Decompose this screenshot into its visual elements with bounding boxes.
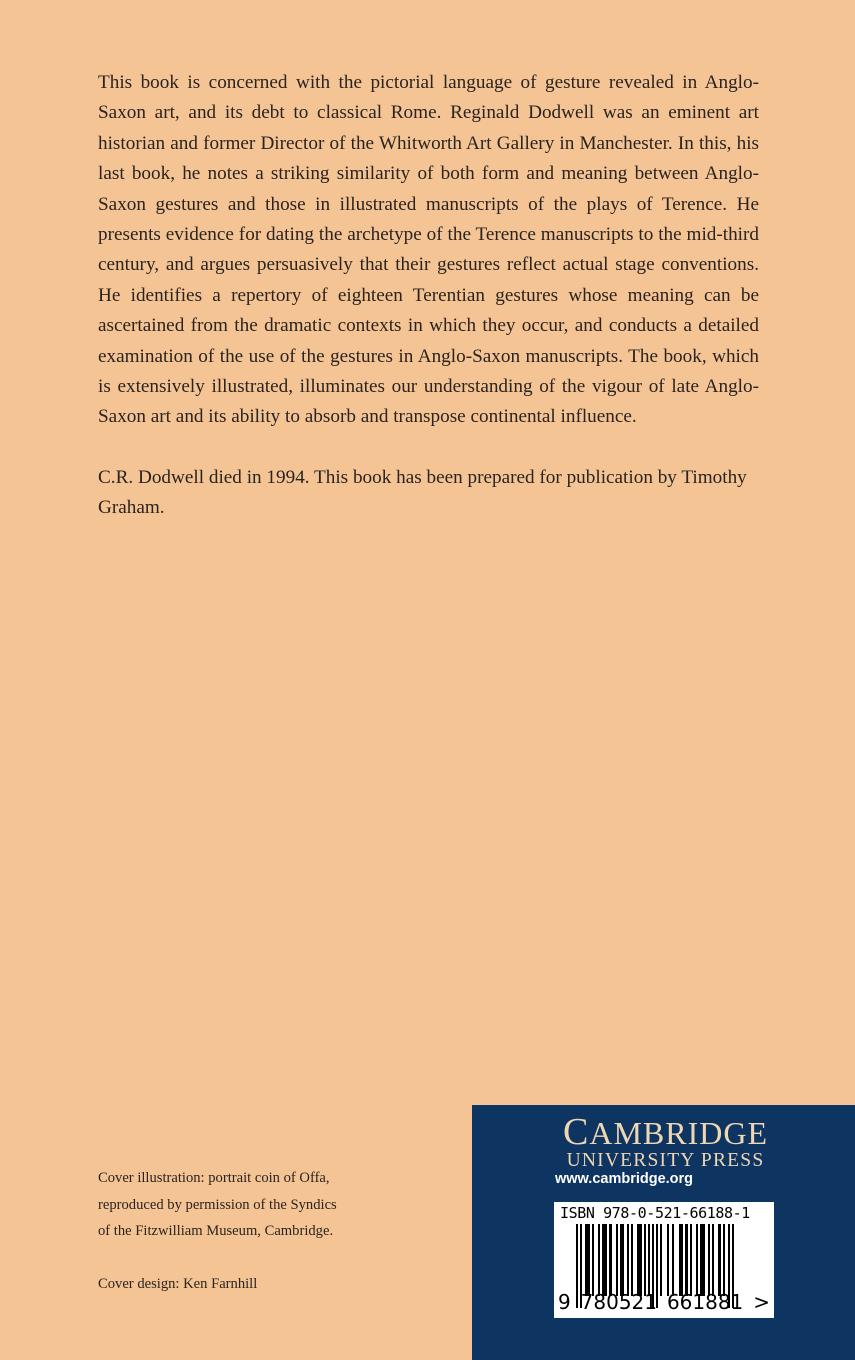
publisher-subtitle: UNIVERSITY PRESS (566, 1150, 765, 1171)
publisher-panel (472, 1105, 855, 1360)
publisher-logo (553, 1111, 778, 1172)
publisher-name: CAMBRIDGE (562, 1111, 769, 1153)
cover-credits (98, 1165, 338, 1297)
author-note-paragraph: C.R. Dodwell died in 1994. This book has been prepared for publication by Timothy Graham. (98, 466, 747, 519)
cover-illustration-credit: Cover illustration: portrait coin of Offa, reproduced by permission of the Syndics of the Fitzwilliam Museum, Cambridge. (98, 1170, 337, 1239)
isbn-barcode (554, 1202, 774, 1318)
cover-design-credit: Cover design: Ken Farnhill (98, 1275, 258, 1292)
publisher-website: www.cambridge.org (555, 1171, 694, 1187)
barcode-digits: 9 780521 661881 > (558, 1290, 770, 1314)
description-paragraph: This book is concerned with the pictorial language of gesture revealed in Anglo-Saxon art, and its debt to classical Rome. Reginald Dodwell was an eminent art historian and former Director of the Whitworth Art Gallery in Manchester. In this, his last book, he notes a striking similarity of both form and meaning between Anglo-Saxon gestures and those in illustrated manuscripts of the plays of Terence. He presents evidence for dating the archetype of the Terence manuscripts to the mid-third century, and argues persuasively that their gestures reflect actual stage conventions. He identifies a repertory of eighteen Terentian gestures whose meaning can be ascertained from the dramatic contexts in which they occur, and conducts a detailed examination of the use of the gestures in Anglo-Saxon manuscripts. The book, which is extensively illustrated, illuminates our understanding of the vigour of late Anglo-Saxon art and its ability to absorb and transpose continental influence. (98, 72, 759, 428)
isbn-label: ISBN 978-0-521-66188-1 (560, 1204, 750, 1222)
back-cover-blurb (98, 68, 759, 524)
